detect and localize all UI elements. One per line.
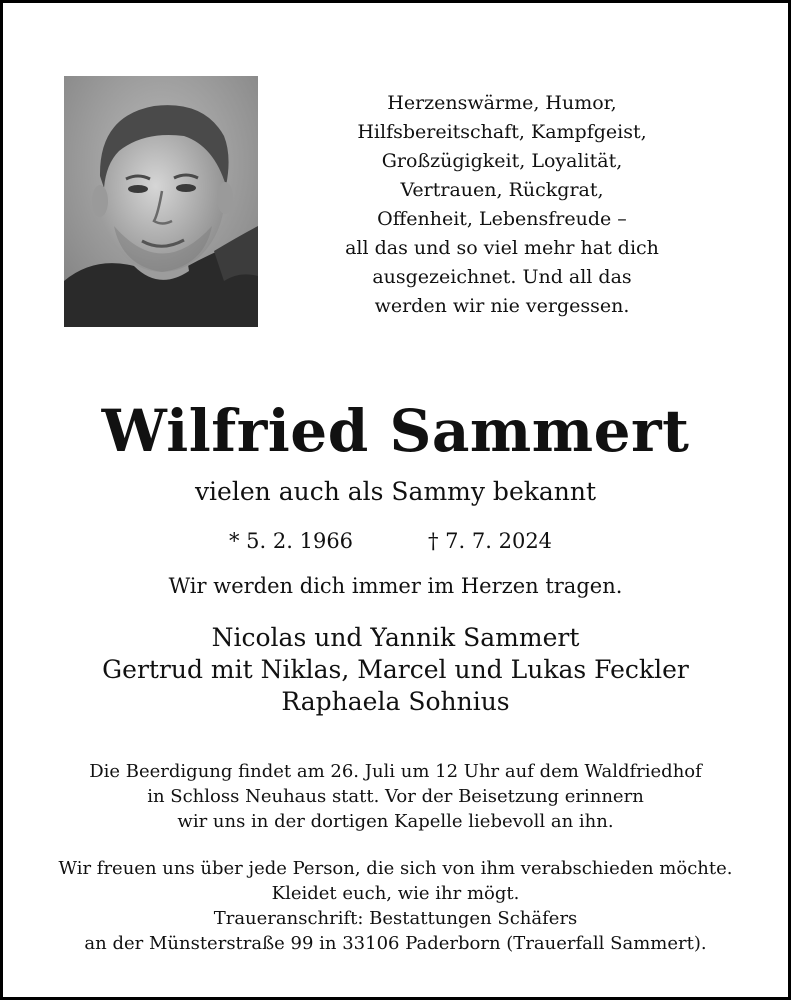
deceased-name: Wilfried Sammert: [101, 397, 690, 465]
poem: [303, 89, 701, 321]
funeral-line: wir uns in der dortigen Kapelle liebevoll an ihn.: [177, 811, 614, 832]
family-line: Raphaela Sohnius: [281, 687, 510, 716]
mourning-address: [3, 856, 788, 956]
notes-line: Traueranschrift: Bestattungen Schäfers: [213, 908, 578, 929]
poem-line: Vertrauen, Rückgrat,: [400, 179, 604, 201]
family-names: [3, 622, 788, 718]
farewell-line: Wir werden dich immer im Herzen tragen.: [168, 574, 623, 598]
poem-line: Hilfsbereitschaft, Kampfgeist,: [357, 121, 647, 143]
family-line: Gertrud mit Niklas, Marcel und Lukas Feckler: [102, 655, 689, 684]
poem-line: Herzenswärme, Humor,: [387, 92, 617, 114]
funeral-info: [3, 759, 788, 834]
poem-line: Offenheit, Lebensfreude –: [377, 208, 627, 230]
death-date: † 7. 7. 2024: [428, 529, 553, 553]
funeral-line: Die Beerdigung findet am 26. Juli um 12 Uhr auf dem Waldfriedhof: [89, 761, 702, 782]
portrait-photo: [64, 76, 258, 327]
family-line: Nicolas und Yannik Sammert: [211, 623, 580, 652]
poem-line: all das und so viel mehr hat dich: [345, 237, 659, 259]
poem-line: Großzügigkeit, Loyalität,: [381, 150, 623, 172]
portrait-image: [64, 76, 258, 327]
notes-line: Kleidet euch, wie ihr mögt.: [271, 883, 520, 904]
notes-line: Wir freuen uns über jede Person, die sich von ihm verabschieden möchte.: [58, 858, 733, 879]
funeral-line: in Schloss Neuhaus statt. Vor der Beisetzung erinnern: [147, 786, 644, 807]
notes-line: an der Münsterstraße 99 in 33106 Paderborn (Trauerfall Sammert).: [84, 933, 707, 954]
deceased-nickname: vielen auch als Sammy bekannt: [194, 477, 597, 506]
poem-line: ausgezeichnet. Und all das: [372, 266, 632, 288]
birth-date: * 5. 2. 1966: [229, 529, 354, 553]
poem-line: werden wir nie vergessen.: [374, 295, 630, 317]
